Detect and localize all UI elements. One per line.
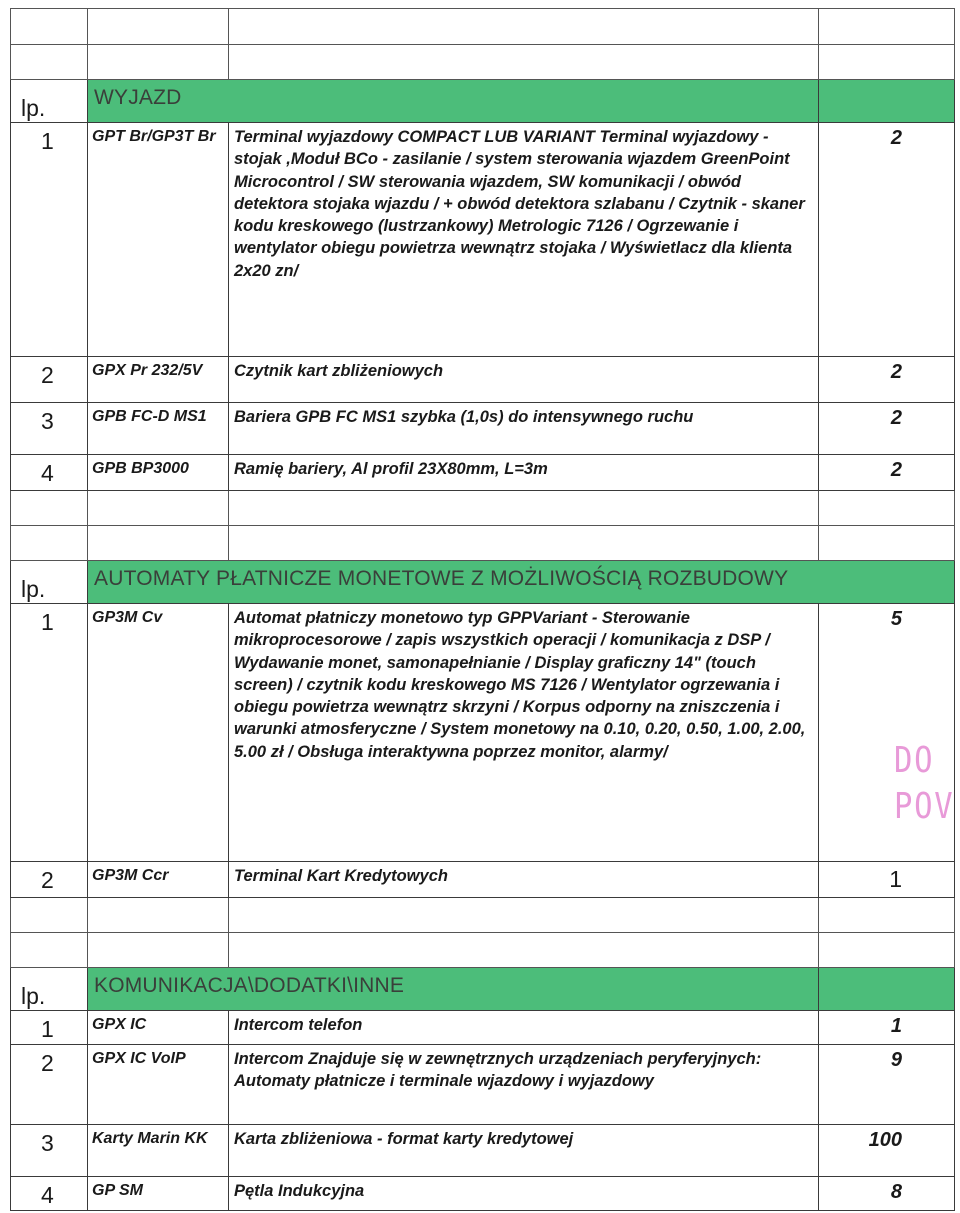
item-description: Intercom telefon — [229, 1011, 819, 1045]
row-number: 1 — [11, 1011, 88, 1045]
row-number: 4 — [11, 455, 88, 491]
empty-row — [11, 933, 955, 968]
row-number: 2 — [11, 862, 88, 898]
stamp-line-1: DO — [894, 740, 935, 781]
item-description: Automat płatniczy monetowo typ GPPVariant - Sterowanie mikroprocesorowe / zapis wszystkich operacji / komunikacja z DSP / Wydawanie monet, samonapełnianie / Display graficzny 14" (touch screen) / czytnik kodu kreskowego MS 7126 / Wentylator ogrzewania i obiegu powietrza wewnątrz skrzyni / Korpus odporny na zniszczenia i warunki atmosferyczne / System monetowy na 0.10, 0.20, 0.50, 1.00, 2.00, 5.00 zł / Obsługa interaktywna poprzez monitor, alarmy/ — [229, 604, 819, 862]
item-description: Terminal wyjazdowy COMPACT LUB VARIANT Terminal wyjazdowy - stojak ,Moduł BCo - zasilanie / system sterowania wjazdem GreenPoint Microcontrol / SW sterowania wjazdem, SW komunikacji / obwód detektora stojaka wjazdu / + obwód detektora szlabanu / Czytnik - skaner kodu kreskowego (lustrzankowy) Metrologic 7126 / Ogrzewanie i wentylator obiegu powietrza wewnątrz stojaka / Wyświetlacz dla klienta 2x20 zn/ — [229, 123, 819, 357]
row-number: 3 — [11, 1125, 88, 1177]
item-code: GPX IC — [88, 1011, 229, 1045]
row-number: 3 — [11, 403, 88, 455]
item-code: GPT Br/GP3T Br — [88, 123, 229, 357]
stamp-line-2: POV — [894, 786, 955, 827]
item-description: Terminal Kart Kredytowych — [229, 862, 819, 898]
empty-row — [11, 45, 955, 80]
item-description: Karta zbliżeniowa - format karty kredytowej — [229, 1125, 819, 1177]
table-row — [11, 123, 955, 357]
row-number: 1 — [11, 123, 88, 357]
item-description: Ramię bariery, Al profil 23X80mm, L=3m — [229, 455, 819, 491]
header-fill — [819, 80, 955, 123]
item-code: Karty Marin KK — [88, 1125, 229, 1177]
section-header-automaty — [11, 561, 955, 604]
table-row — [11, 1177, 955, 1211]
item-quantity: 1 — [819, 1011, 955, 1045]
table-row — [11, 1011, 955, 1045]
equipment-table — [10, 8, 955, 1211]
section-title: WYJAZD — [88, 80, 819, 123]
section-title: KOMUNIKACJA\DODATKI\INNE — [88, 968, 819, 1011]
section-title: AUTOMATY PŁATNICZE MONETOWE Z MOŻLIWOŚCIĄ ROZBUDOWY — [88, 561, 955, 604]
table-row — [11, 455, 955, 491]
empty-row — [11, 9, 955, 45]
table-row — [11, 1045, 955, 1125]
row-number: 4 — [11, 1177, 88, 1211]
table-row — [11, 403, 955, 455]
header-fill — [819, 968, 955, 1011]
item-description: Pętla Indukcyjna — [229, 1177, 819, 1211]
item-quantity: 1 — [819, 862, 955, 898]
item-code: GP3M Ccr — [88, 862, 229, 898]
empty-row — [11, 491, 955, 526]
section-header-wyjazd — [11, 80, 955, 123]
item-quantity: 2 — [819, 357, 955, 403]
item-code: GPX Pr 232/5V — [88, 357, 229, 403]
row-number: 2 — [11, 357, 88, 403]
item-quantity: 9 — [819, 1045, 955, 1125]
lp-header: lp. — [11, 80, 88, 123]
empty-row — [11, 898, 955, 933]
item-code: GP SM — [88, 1177, 229, 1211]
item-description: Bariera GPB FC MS1 szybka (1,0s) do intensywnego ruchu — [229, 403, 819, 455]
item-code: GPB FC-D MS1 — [88, 403, 229, 455]
item-quantity: 2 — [819, 403, 955, 455]
section-header-komunikacja — [11, 968, 955, 1011]
item-quantity: 5 — [819, 604, 955, 862]
table-row — [11, 1125, 955, 1177]
table-row — [11, 357, 955, 403]
empty-row — [11, 526, 955, 561]
item-description: Intercom Znajduje się w zewnętrznych urządzeniach peryferyjnych: Automaty płatnicze i terminale wjazdowy i wyjazdowy — [229, 1045, 819, 1125]
table-row — [11, 862, 955, 898]
item-code: GPX IC VoIP — [88, 1045, 229, 1125]
item-quantity: 8 — [819, 1177, 955, 1211]
item-code: GP3M Cv — [88, 604, 229, 862]
item-quantity: 2 — [819, 455, 955, 491]
row-number: 2 — [11, 1045, 88, 1125]
item-quantity: 2 — [819, 123, 955, 357]
row-number: 1 — [11, 604, 88, 862]
lp-header: lp. — [11, 968, 88, 1011]
lp-header: lp. — [11, 561, 88, 604]
stamp-mark — [894, 738, 954, 830]
table-row — [11, 604, 955, 862]
item-description: Czytnik kart zbliżeniowych — [229, 357, 819, 403]
item-code: GPB BP3000 — [88, 455, 229, 491]
item-quantity: 100 — [819, 1125, 955, 1177]
